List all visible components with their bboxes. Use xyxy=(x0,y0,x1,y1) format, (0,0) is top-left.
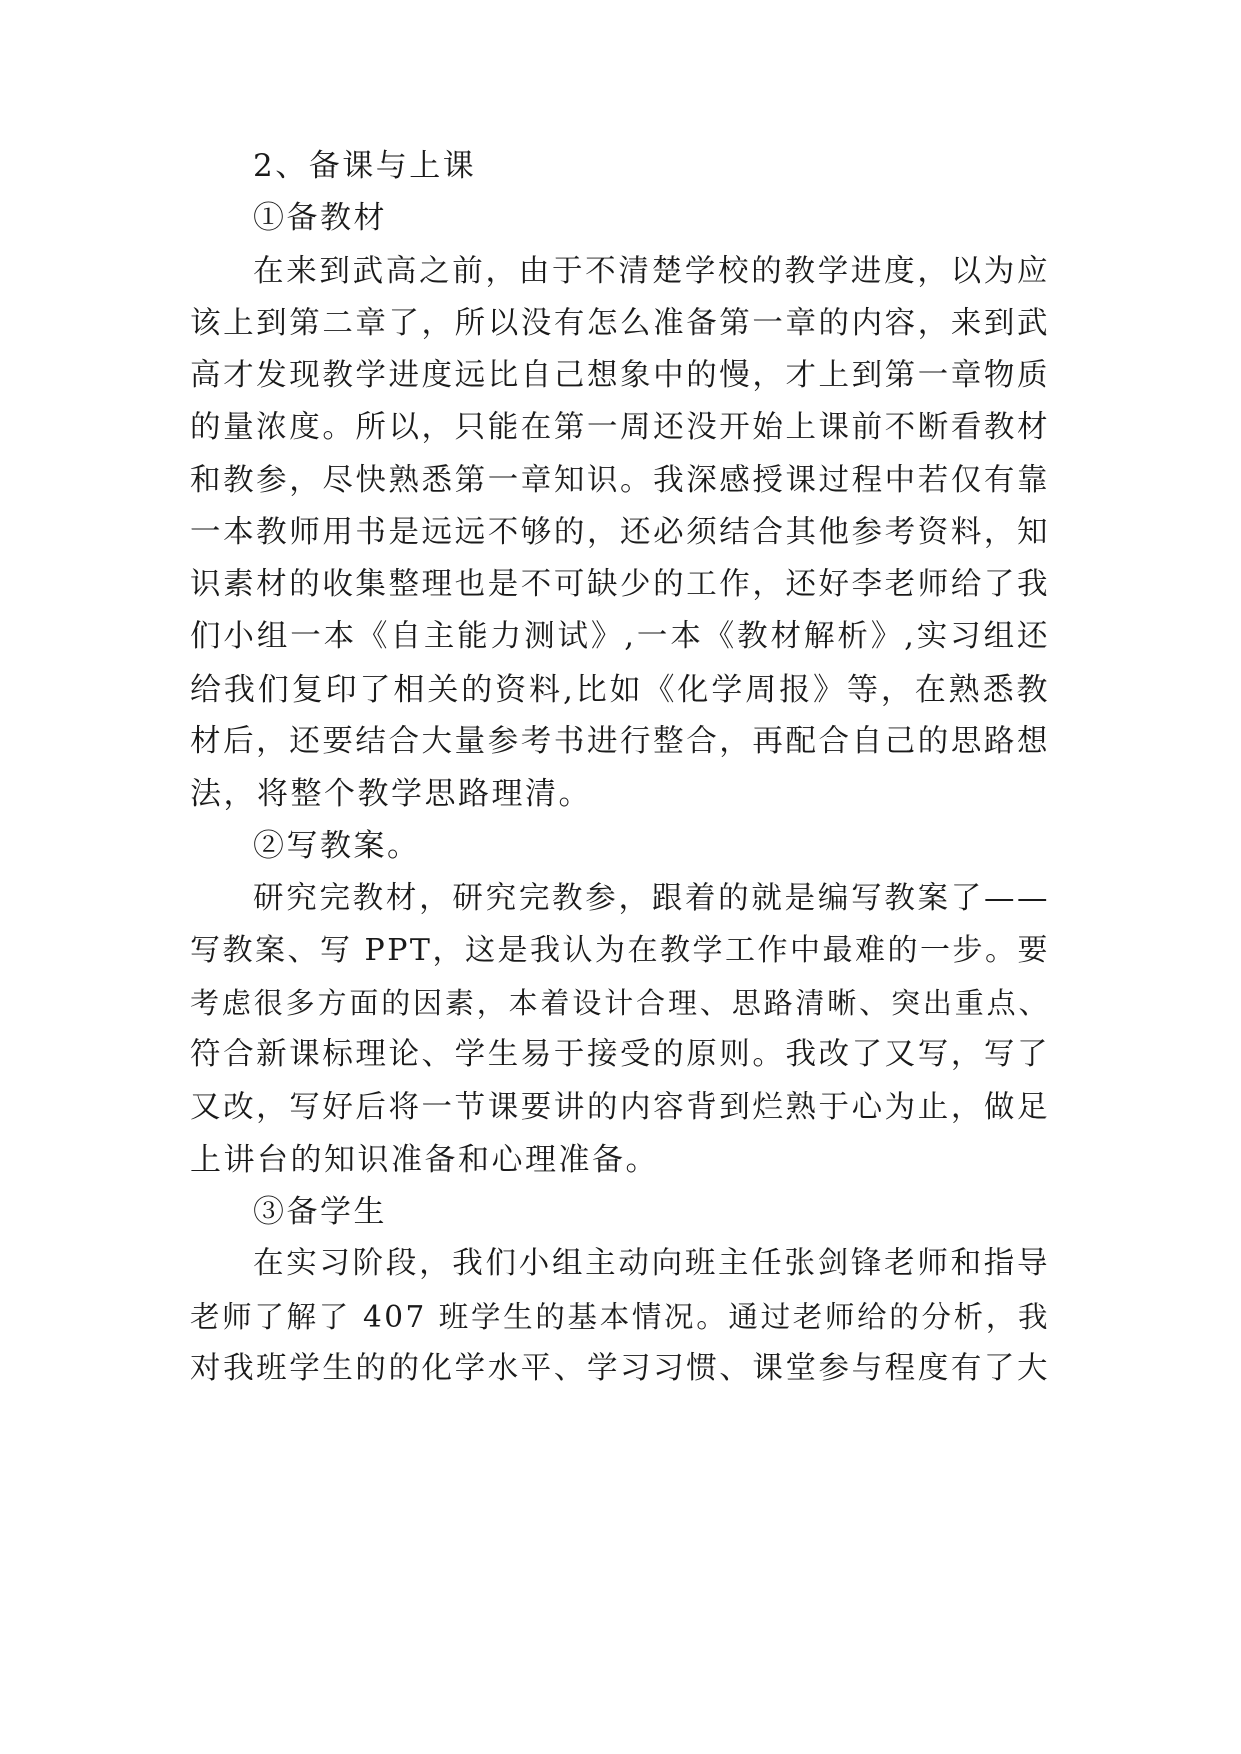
paragraph-line: 该上到第二章了，所以没有怎么准备第一章的内容，来到武 xyxy=(190,306,1050,341)
subheading-lesson-plan: ②写教案。 xyxy=(253,828,421,864)
paragraph-line: 又改，写好后将一节课要讲的内容背到烂熟于心为止，做足 xyxy=(190,1090,1050,1125)
paragraph-line: 研究完教材，研究完教参，跟着的就是编写教案了—— xyxy=(253,881,1050,916)
paragraph-line: 一本教师用书是远远不够的，还必须结合其他参考资料，知 xyxy=(190,515,1050,550)
paragraph-line: 上讲台的知识准备和心理准备。 xyxy=(190,1142,659,1178)
paragraph-line: 给我们复印了相关的资料,比如《化学周报》等，在熟悉教 xyxy=(190,672,1050,708)
paragraph-line: 在来到武高之前，由于不清楚学校的教学进度，以为应 xyxy=(253,254,1050,289)
paragraph-line: 符合新课标理论、学生易于接受的原则。我改了又写，写了 xyxy=(190,1037,1050,1072)
paragraph-line: 高才发现教学进度远比自己想象中的慢，才上到第一章物质 xyxy=(190,358,1050,393)
paragraph-line: 在实习阶段，我们小组主动向班主任张剑锋老师和指导 xyxy=(253,1246,1050,1281)
paragraph-line: 老师了解了 407 班学生的基本情况。通过老师给的分析，我 xyxy=(190,1300,1050,1334)
paragraph-line: 法，将整个教学思路理清。 xyxy=(190,776,592,812)
paragraph-line: 们小组一本《自主能力测试》,一本《教材解析》,实习组还 xyxy=(190,619,1050,654)
paragraph-line: 识素材的收集整理也是不可缺少的工作，还好李老师给了我 xyxy=(190,567,1050,602)
paragraph-line: 对我班学生的的化学水平、学习习惯、课堂参与程度有了大 xyxy=(190,1351,1050,1386)
paragraph-line: 写教案、写 PPT，这是我认为在教学工作中最难的一步。要 xyxy=(190,933,1050,968)
paragraph-line: 和教参，尽快熟悉第一章知识。我深感授课过程中若仅有靠 xyxy=(190,463,1050,498)
subheading-textbook: ①备教材 xyxy=(253,200,387,236)
paragraph-line: 的量浓度。所以，只能在第一周还没开始上课前不断看教材 xyxy=(190,410,1050,445)
section-heading: 2、备课与上课 xyxy=(253,148,477,184)
paragraph-line: 材后，还要结合大量参考书进行整合，再配合自己的思路想 xyxy=(190,724,1050,759)
paragraph-line: 考虑很多方面的因素，本着设计合理、思路清晰、突出重点、 xyxy=(190,986,1050,1020)
subheading-students: ③备学生 xyxy=(253,1194,387,1230)
